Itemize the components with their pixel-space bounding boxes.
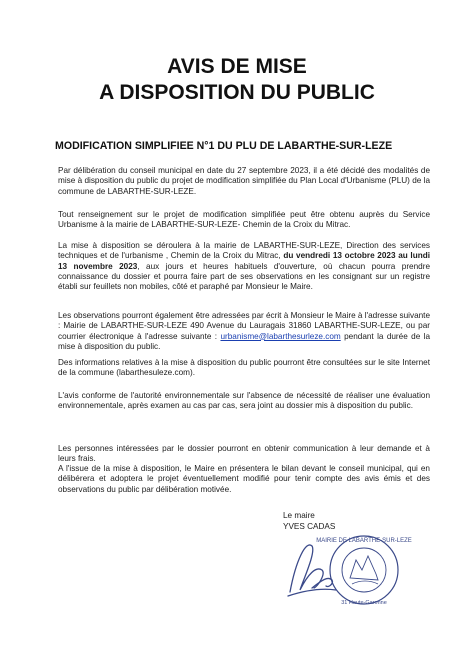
paragraph-deliberation: Par délibération du conseil municipal en date du 27 septembre 2023, il a été décidé des modalités de mise à disposition du public du projet de modification simplifiée du Plan Local d'Urbanisme (PLU) de la commune de LABARTHE-SUR-LEZE. — [58, 166, 430, 196]
paragraph-conclusion: A l'issue de la mise à disposition, le Maire en présentera le bilan devant le conseil municipal, qui en délibérera et adoptera le projet éventuellement modifié pour tenir compte des avis émis et des observations du public par délibération motivée. — [58, 464, 430, 494]
notice-subtitle: MODIFICATION SIMPLIFIEE N°1 DU PLU DE LABARTHE-SUR-LEZE — [55, 140, 393, 152]
paragraph-observations-text1: Les observations pourront également être adressées par écrit à Monsieur le Maire à l'adresse suivante : Mairie de LABARTHE-SUR-LEZE 490 Avenue du Lauragais 31860 LABARTHE-SUR-LEZE, ou par courrier électronique à l'adresse suivante : — [58, 311, 431, 341]
email-link[interactable]: urbanisme@labarthesurleze.com — [220, 331, 341, 341]
paragraph-dates-period: du vendredi 13 octobre 2023 au lundi 13 novembre 2023 — [58, 251, 430, 271]
paragraph-environment: L'avis conforme de l'autorité environnementale sur l'absence de nécessité de réaliser une évaluation environnementale, après examen au cas par cas, sera joint au dossier mis à disposition du public. — [58, 391, 430, 411]
notice-title-line2: A DISPOSITION DU PUBLIC — [99, 81, 375, 104]
handwritten-signature — [288, 545, 336, 596]
paragraph-dates — [58, 241, 430, 292]
paragraph-dates-text2: , aux jours et heures habituels d'ouverture, où chacun pourra prendre connaissance du dossier et pourra faire part de ses observations en les consignant sur un registre établi sur feuillets non mobiles, côté et paraphé par Monsieur le Maire. — [58, 261, 430, 292]
mairie-stamp-and-signature — [282, 530, 412, 610]
signature-name: YVES CADAS — [283, 522, 336, 531]
municipal-seal — [330, 536, 398, 604]
notice-title-line1: AVIS DE MISE — [167, 55, 307, 78]
signature-role: Le maire — [283, 511, 315, 520]
seal-text-bottom: 31 Haute-Garonne — [341, 600, 387, 606]
paragraph-observations — [58, 311, 430, 352]
paragraph-dates-text1: La mise à disposition se déroulera à la mairie de LABARTHE-SUR-LEZE, Direction des services techniques et de l'urbanisme , Chemin de la Croix du Mitrac, — [58, 241, 430, 261]
paragraph-information: Tout renseignement sur le projet de modification simplifiée peut être obtenu auprès du Service Urbanisme à la mairie de LABARTHE-SUR-LEZE- Chemin de la Croix du Mitrac. — [58, 210, 430, 230]
paragraph-observations-text2: pendant la durée de la mise à disposition du public. — [58, 331, 431, 351]
seal-text-top: MAIRIE DE LABARTHE-SUR-LEZE — [316, 538, 412, 544]
paragraph-website: Des informations relatives à la mise à disposition du public pourront être consultées sur le site Internet de la commune (labarthesuleze.com). — [58, 358, 430, 378]
paragraph-communication: Les personnes intéressées par le dossier pourront en obtenir communication à leur demande et à leurs frais. — [58, 444, 430, 464]
